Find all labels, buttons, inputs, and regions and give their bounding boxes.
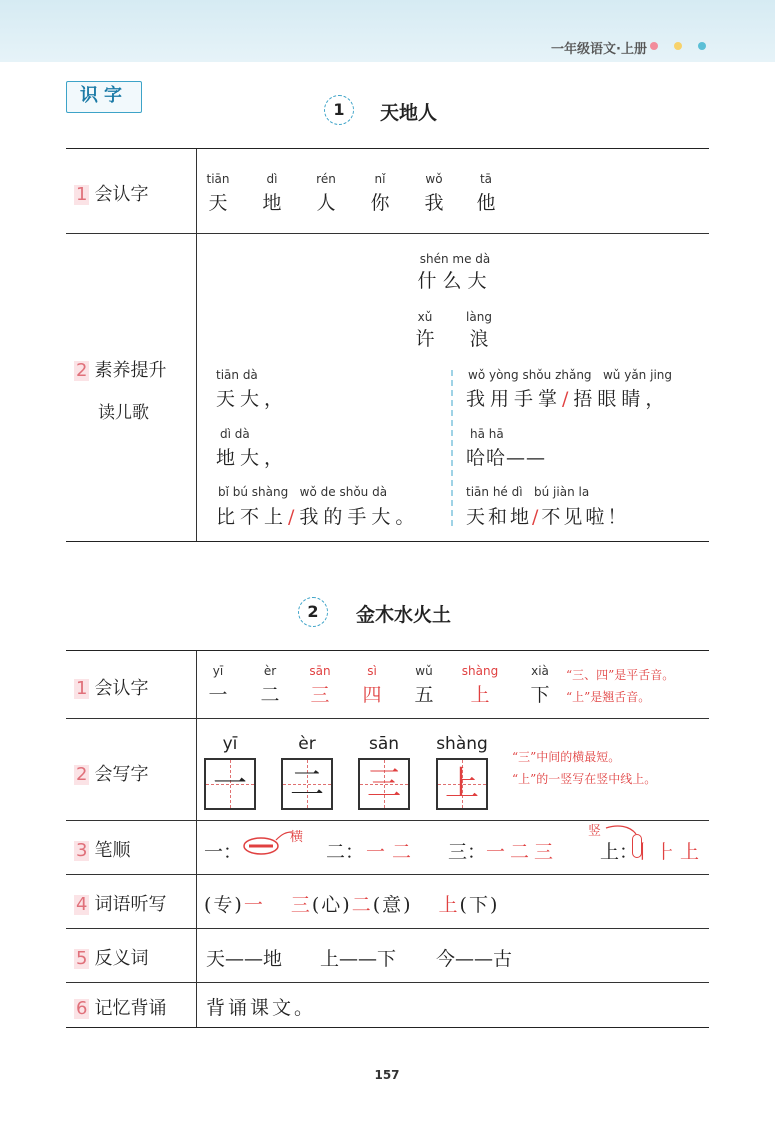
antonym-pair: 上——下 bbox=[320, 948, 397, 970]
colon: ： bbox=[619, 841, 639, 863]
hanzi: 人 bbox=[316, 192, 336, 214]
writing-grid bbox=[436, 758, 488, 810]
poem-text: 不见啦！ bbox=[541, 506, 630, 528]
row-number: 4 bbox=[76, 894, 88, 915]
grid-char: 二 bbox=[290, 764, 324, 804]
writing-grid bbox=[281, 758, 333, 810]
book-title: 一年级语文·上册 bbox=[551, 42, 647, 57]
antonym-pair: 今——古 bbox=[436, 948, 513, 970]
row-label: 笔顺 bbox=[94, 840, 131, 861]
hanzi: 地 bbox=[262, 192, 282, 214]
l1-row2-header bbox=[74, 356, 167, 382]
stroke-step: 丨 bbox=[633, 841, 653, 863]
answer-char: 一 bbox=[243, 894, 265, 916]
stroke-char bbox=[448, 837, 486, 864]
table2-top-rule bbox=[66, 650, 709, 651]
pinyin: èr bbox=[298, 734, 316, 754]
pinyin: shàng bbox=[436, 734, 488, 754]
pinyin: sì bbox=[367, 664, 377, 678]
colon: ： bbox=[223, 841, 243, 863]
char: 一 bbox=[204, 841, 224, 863]
colon: ： bbox=[345, 841, 365, 863]
pinyin: rén bbox=[316, 172, 336, 186]
hanzi: 三 bbox=[310, 684, 330, 706]
writing-note: “三”中间的横最短。 bbox=[512, 750, 621, 764]
poem-line: 地大， bbox=[216, 447, 289, 469]
stroke-step: ⺊ bbox=[656, 841, 676, 863]
table2-row-divider bbox=[66, 874, 709, 875]
bracket-text: (下) bbox=[459, 894, 500, 916]
hanzi: 一 bbox=[208, 684, 228, 706]
writing-note: “上”的一竖写在竖中线上。 bbox=[512, 772, 657, 786]
pinyin: wǒ bbox=[425, 172, 443, 186]
horizontal-stroke-callout-icon bbox=[240, 826, 296, 860]
stroke-char bbox=[326, 837, 364, 864]
table1-bottom-rule bbox=[66, 541, 709, 542]
poem-line-pinyin: tiān hé dì bú jiàn la bbox=[466, 485, 590, 499]
stroke-step: 一 bbox=[366, 841, 386, 863]
poem-line-pinyin: tiān dà bbox=[216, 368, 258, 382]
l2-recognize-chars bbox=[200, 664, 570, 710]
header-band bbox=[0, 0, 775, 62]
table2-column-divider bbox=[196, 651, 197, 1027]
answer-char: 三 bbox=[290, 894, 312, 916]
row-label: 会认字 bbox=[94, 678, 149, 699]
table2-bottom-rule bbox=[66, 1027, 709, 1028]
char: 上 bbox=[600, 841, 620, 863]
page-number: 157 bbox=[374, 1068, 400, 1082]
poem-line-pinyin: bǐ bú shàng wǒ de shǒu dà bbox=[218, 485, 388, 499]
pinyin: tiān bbox=[206, 172, 230, 186]
table1-row-divider bbox=[66, 233, 709, 234]
hanzi: 他 bbox=[476, 192, 496, 214]
bracket-text: (心) bbox=[311, 894, 352, 916]
pronunciation-note: “三、四”是平舌音。 bbox=[566, 668, 675, 682]
table1-top-rule bbox=[66, 148, 709, 149]
hanzi: 下 bbox=[530, 684, 550, 706]
stroke-step: 三 bbox=[534, 841, 554, 863]
pinyin: wǔ bbox=[415, 664, 433, 678]
l1-row1-header bbox=[74, 180, 149, 206]
recite-text: 背诵课文。 bbox=[206, 997, 317, 1019]
dictation-words bbox=[204, 890, 499, 917]
poem-text: 比不上 bbox=[216, 506, 289, 528]
poem-text: 天和地 bbox=[466, 506, 533, 528]
hanzi: 五 bbox=[414, 684, 434, 706]
poem-line-pinyin: dì dà bbox=[220, 427, 250, 441]
row-number: 1 bbox=[76, 678, 88, 699]
pause-mark: / bbox=[532, 506, 542, 528]
lesson-number-1: 1 bbox=[324, 95, 354, 125]
hanzi: 上 bbox=[470, 684, 490, 706]
poem-text: 我用手掌 bbox=[466, 388, 563, 410]
decor-dot-yellow bbox=[674, 42, 682, 50]
poem-text: 我的手大。 bbox=[299, 506, 420, 528]
table1-column-divider bbox=[196, 149, 197, 541]
pinyin: xià bbox=[531, 664, 549, 678]
poem-text: 捂眼睛， bbox=[573, 388, 670, 410]
stroke-step: 上 bbox=[680, 841, 700, 863]
pinyin: dì bbox=[266, 172, 278, 186]
pinyin: sān bbox=[368, 734, 400, 754]
poem-line bbox=[466, 502, 629, 529]
char: 三 bbox=[448, 841, 468, 863]
l2-row1-header bbox=[74, 674, 149, 700]
l2-row6-header bbox=[74, 994, 167, 1020]
hanzi: 二 bbox=[260, 684, 280, 706]
stroke-step: 二 bbox=[392, 841, 412, 863]
table2-row-divider bbox=[66, 928, 709, 929]
writing-grid bbox=[204, 758, 256, 810]
writing-grid bbox=[358, 758, 410, 810]
grid-char: 上 bbox=[445, 764, 479, 804]
poem-line: 天大， bbox=[216, 388, 289, 410]
pause-mark: / bbox=[288, 506, 300, 528]
grid-char: 三 bbox=[367, 764, 401, 804]
row-label: 素养提升 bbox=[94, 360, 167, 381]
row-label: 记忆背诵 bbox=[94, 998, 167, 1019]
l2-row4-header bbox=[74, 890, 167, 916]
l1-recognize-chars bbox=[200, 172, 500, 222]
table2-row-divider bbox=[66, 982, 709, 983]
row-number: 2 bbox=[76, 764, 88, 785]
row-label: 词语听写 bbox=[94, 894, 167, 915]
table2-row-divider bbox=[66, 820, 709, 821]
poem-line-pinyin: wǒ yòng shǒu zhǎng wǔ yǎn jing bbox=[468, 368, 672, 382]
poem-line bbox=[466, 384, 669, 411]
char: 二 bbox=[326, 841, 346, 863]
hanzi: 天 bbox=[208, 192, 228, 214]
row-number: 5 bbox=[76, 948, 88, 969]
row-label: 反义词 bbox=[94, 948, 149, 969]
decor-dot-blue bbox=[698, 42, 706, 50]
lesson-title-2: 金木水火土 bbox=[356, 604, 452, 626]
hanzi: 四 bbox=[362, 684, 382, 706]
grid-char: 一 bbox=[213, 764, 247, 804]
row-label: 会认字 bbox=[94, 184, 149, 205]
table2-row-divider bbox=[66, 718, 709, 719]
row-number: 6 bbox=[76, 998, 88, 1019]
row-sublabel: 读儿歌 bbox=[98, 403, 149, 423]
pronunciation-note: “上”是翘舌音。 bbox=[566, 690, 651, 704]
poem-column-divider bbox=[451, 370, 453, 526]
antonym-pair: 天——地 bbox=[206, 948, 283, 970]
author-name: 许 bbox=[415, 328, 435, 350]
stroke-step: 二 bbox=[510, 841, 530, 863]
pinyin: sān bbox=[309, 664, 331, 678]
answer-char: 二 bbox=[351, 894, 373, 916]
stroke-char bbox=[204, 837, 242, 864]
poem-line-pinyin: hā hā bbox=[470, 427, 504, 441]
bracket-text: (意) bbox=[372, 894, 413, 916]
poem-title-pinyin: shén me dà bbox=[419, 252, 491, 266]
pinyin: yī bbox=[222, 734, 238, 754]
stroke-step: 一 bbox=[486, 841, 506, 863]
l2-row5-header bbox=[74, 944, 149, 970]
pinyin: èr bbox=[263, 664, 277, 678]
section-tag: 识字 bbox=[66, 81, 142, 113]
poem-line: 哈哈—— bbox=[466, 447, 547, 469]
poem-line bbox=[216, 502, 419, 529]
author-pinyin: xǔ bbox=[417, 310, 433, 324]
l2-row2-header bbox=[74, 760, 149, 786]
pause-mark: / bbox=[562, 388, 574, 410]
colon: ： bbox=[467, 841, 487, 863]
answer-char: 上 bbox=[438, 894, 460, 916]
pinyin: nǐ bbox=[374, 172, 386, 186]
lesson-number-2: 2 bbox=[298, 597, 328, 627]
pinyin: yī bbox=[212, 664, 224, 678]
hanzi: 你 bbox=[370, 192, 390, 214]
row-number: 2 bbox=[76, 360, 88, 381]
author-name: 浪 bbox=[469, 328, 489, 350]
row-number: 3 bbox=[76, 840, 88, 861]
row-label: 会写字 bbox=[94, 764, 149, 785]
lesson-title-1: 天地人 bbox=[380, 102, 438, 124]
pinyin: shàng bbox=[461, 664, 499, 678]
stroke-name: 竖 bbox=[588, 824, 602, 839]
pinyin: tā bbox=[479, 172, 493, 186]
row-number: 1 bbox=[76, 184, 88, 205]
l2-row3-header bbox=[74, 836, 131, 862]
bracket-text: (专) bbox=[204, 894, 244, 916]
decor-dot-pink bbox=[650, 42, 658, 50]
stroke-name: 横 bbox=[290, 830, 304, 845]
hanzi: 我 bbox=[424, 192, 444, 214]
poem-title: 什么大 bbox=[417, 270, 493, 292]
author-pinyin: làng bbox=[466, 310, 492, 324]
